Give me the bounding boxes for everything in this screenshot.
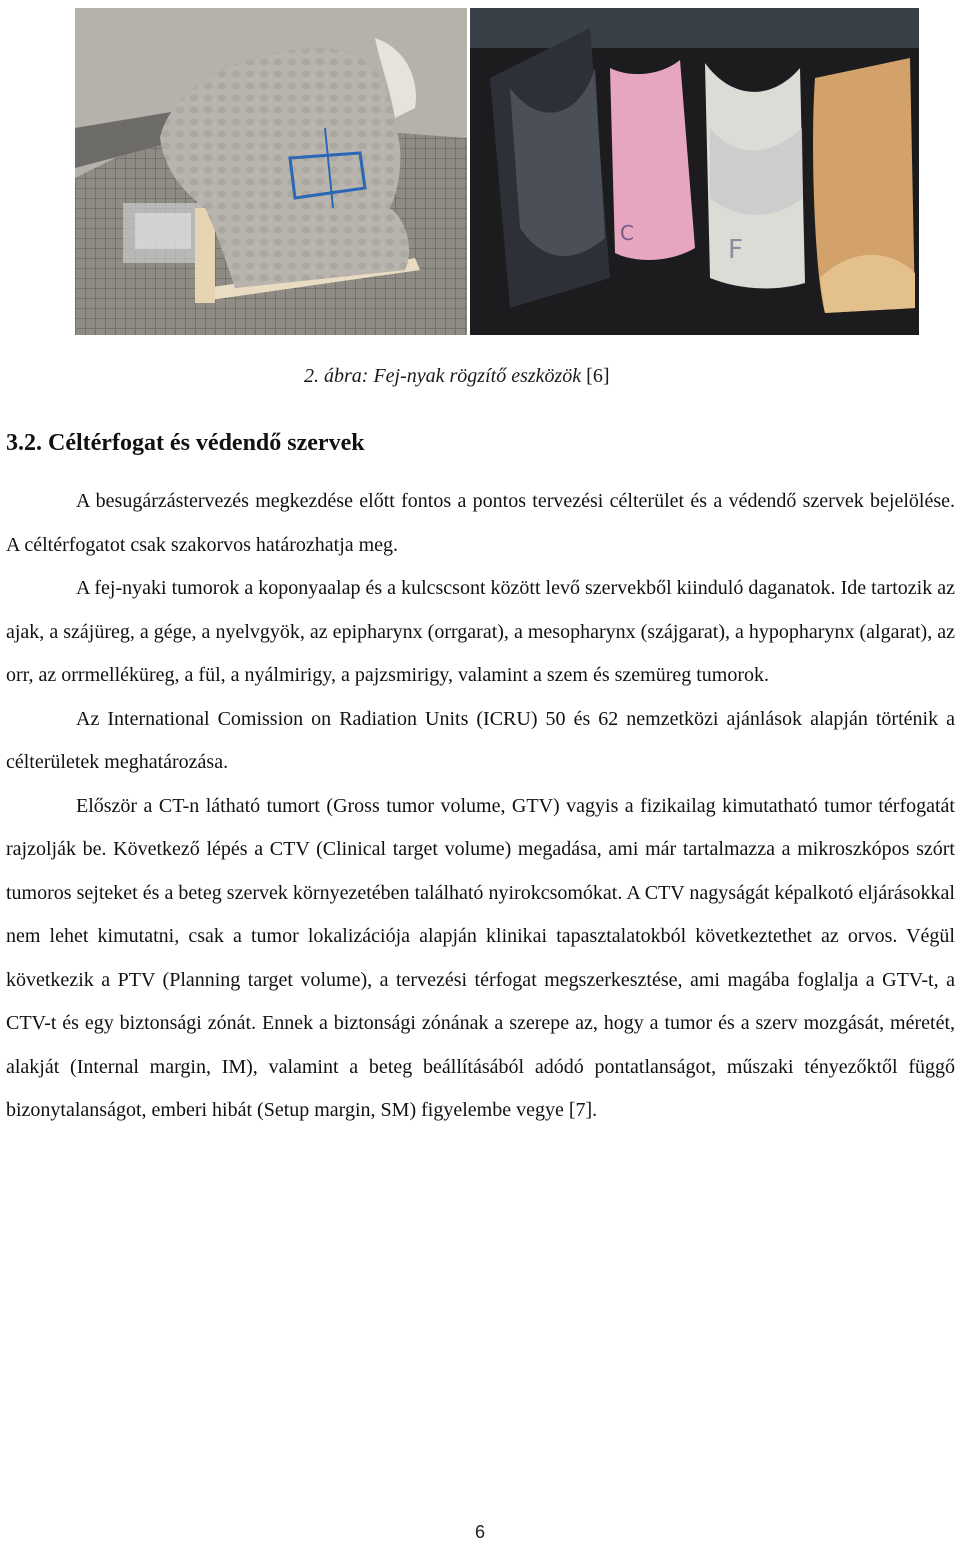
rest-label-f: F	[728, 235, 743, 265]
paragraph-4: Először a CT-n látható tumort (Gross tumor volume, GTV) vagyis a fizikailag kimutatható tumor térfogatát rajzolják be. Következő lépés a CTV (Clinical target volume) megadása, ami már tartalmazza a mikroszkópos szórt tumoros sejteket és a beteg szervek környezetében található nyirokcsomókat. A CTV nagyságát képalkotó eljárásokkal nem lehet kimutatni, csak a tumor lokalizációja alapján klinikai tapasztalatokból következtethet az orvos. Végül következik a PTV (Planning target volume), a tervezési térfogat megszerkesztése, ami magába foglalja a GTV-t, a CTV-t és egy biztonsági zónát. Ennek a biztonsági zónának a szerepe az, hogy a tumor és a szerv mozgását, méretét, alakját (Internal margin, IM), valamint a beteg beállításából adódó pontatlanságot, műszaki tényezőktől függő bizonytalanságot, emberi hibát (Setup margin, SM) figyelembe vegye [7].	[6, 794, 955, 1121]
paragraph-3: Az International Comission on Radiation Units (ICRU) 50 és 62 nemzetközi ajánlások alapján történik a célterületek meghatározása.	[6, 707, 955, 773]
head-neck-mask-photo	[75, 8, 467, 335]
paragraph-1: A besugárzástervezés megkezdése előtt fontos a pontos tervezési célterület és a védendő szervek bejelölése. A céltérfogatot csak szakorvos határozhatja meg.	[6, 490, 955, 556]
section-heading: 3.2. Céltérfogat és védendő szervek	[6, 430, 365, 456]
paragraph-2: A fej-nyaki tumorok a koponyaalap és a kulcscsont között levő szervekből kiinduló daganatok. Ide tartozik az ajak, a szájüreg, a gége, a nyelvgyök, az epipharynx (orrgarat), a mesopharynx (szájgarat), a hypopharynx (algarat), az orr, az orrmelléküreg, a fül, a nyálmirigy, a pajzsmirigy, valamint a szem és szemüreg tumorok.	[6, 577, 955, 686]
section-body	[6, 480, 955, 1133]
head-neck-rests-photo	[470, 8, 919, 335]
figure-caption-reference: [6]	[586, 365, 610, 387]
figure-caption	[304, 365, 610, 388]
rest-label-c: C	[620, 221, 634, 245]
page-number: 6	[474, 1522, 485, 1542]
figure-caption-text: 2. ábra: Fej-nyak rögzítő eszközök	[304, 365, 582, 387]
head-neck-thermoplastic-mask-photo-icon	[75, 8, 467, 335]
head-neck-rests-photo-icon	[470, 8, 919, 335]
